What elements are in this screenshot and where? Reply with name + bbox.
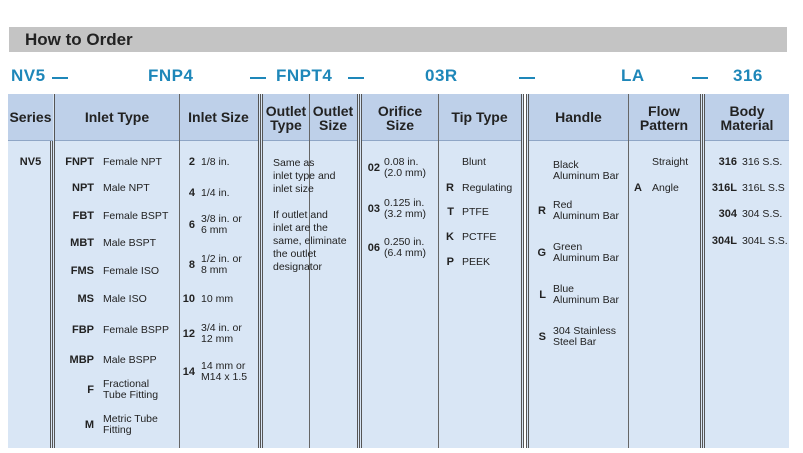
inlet-type-desc [103, 414, 158, 436]
header-orifice-size [362, 104, 438, 132]
desc-line: Aluminum Bar [553, 170, 619, 182]
header-line: Size [385, 117, 414, 133]
inlet-type-code: FNPT [65, 156, 94, 168]
inlet-size-code: 8 [188, 259, 195, 271]
tip-code: R [446, 182, 454, 194]
inlet-size-desc [201, 361, 247, 383]
inlet-type-desc: Male BSPT [103, 237, 157, 249]
body-desc: 304L S.S. [742, 235, 788, 247]
desc-line: 6 mm [201, 224, 228, 236]
note-line: the outlet [273, 248, 317, 260]
orifice-tip-group [359, 94, 524, 448]
body-code: 304L [711, 235, 737, 247]
desc-line: 0.125 in. [384, 197, 425, 209]
inlet-size-desc: 1/8 in. [201, 156, 230, 168]
tip-code: K [446, 231, 454, 243]
inlet-type-desc: Male BSPP [103, 354, 157, 366]
header-line: Type [270, 117, 302, 133]
inlet-type-desc: Male ISO [103, 293, 147, 305]
orifice-desc [384, 237, 426, 259]
desc-line: Aluminum Bar [553, 252, 619, 264]
header-series: Series [9, 109, 52, 125]
desc-line: 14 mm or [201, 360, 246, 372]
desc-line: Metric Tube [103, 413, 158, 425]
flow-desc: Straight [652, 156, 689, 168]
header-line: Pattern [639, 117, 689, 133]
header-line: Outlet [312, 103, 354, 119]
note-line: If outlet and [273, 209, 328, 221]
body-group [702, 94, 789, 448]
desc-line: Black [553, 159, 579, 171]
flow-desc: Angle [652, 182, 679, 194]
column-divider [628, 94, 629, 448]
desc-line: (2.0 mm) [384, 167, 426, 179]
tip-desc: PEEK [462, 256, 491, 268]
desc-line: 3/8 in. or [201, 213, 242, 225]
header-handle: Handle [555, 109, 602, 125]
order-code-inlet: FNP4 [148, 66, 194, 85]
order-code-outlet: FNPT4 [276, 66, 333, 85]
inlet-type-code: F [87, 384, 94, 396]
desc-line: Green [553, 241, 583, 253]
inlet-size-code: 6 [188, 219, 195, 231]
orifice-code: 03 [367, 203, 380, 215]
handle-code: S [538, 331, 546, 343]
note-line: inlet type and [273, 170, 336, 182]
order-code-series: NV5 [11, 66, 46, 85]
note-line: designator [273, 261, 323, 273]
header-inlet-size: Inlet Size [188, 109, 249, 125]
inlet-size-code: 14 [182, 366, 195, 378]
header-body-material [705, 104, 789, 132]
header-line: Size [318, 117, 347, 133]
handle-desc [553, 160, 619, 182]
order-code-orifice: 03R [425, 66, 458, 85]
inlet-size-desc [201, 214, 242, 236]
orifice-desc [384, 198, 426, 220]
code-dash [250, 77, 266, 79]
desc-line: Fitting [103, 424, 132, 436]
order-code-body: 316 [733, 66, 763, 85]
inlet-type-code: FBT [72, 210, 94, 222]
inlet-type-desc: Female BSPT [103, 210, 169, 222]
note-line: inlet are the [273, 222, 328, 234]
flow-code: A [634, 182, 642, 194]
inlet-type-code: FMS [70, 265, 94, 277]
header-line: Body [729, 103, 765, 119]
orifice-code: 02 [367, 162, 380, 174]
inlet-size-desc: 1/4 in. [201, 187, 230, 199]
handle-flow-group [526, 94, 703, 448]
series-value: NV5 [19, 156, 42, 168]
note-line: same, eliminate [273, 235, 347, 247]
tip-desc: PCTFE [462, 231, 497, 243]
inlet-type-code: FBP [72, 324, 94, 336]
desc-line: Blue [553, 283, 575, 295]
desc-line: (6.4 mm) [384, 247, 426, 259]
body-code: 304 [718, 208, 737, 220]
handle-desc [553, 284, 619, 306]
header-line: Material [720, 117, 774, 133]
desc-line: Aluminum Bar [553, 294, 619, 306]
handle-code: L [539, 289, 546, 301]
inlet-size-code: 10 [182, 293, 195, 305]
code-dash [692, 77, 708, 79]
header-inlet-type: Inlet Type [84, 109, 150, 125]
inlet-type-desc [103, 379, 158, 401]
inlet-size-desc: 10 mm [201, 293, 234, 305]
orifice-desc [384, 157, 426, 179]
inlet-size-code: 2 [188, 156, 195, 168]
column-divider [179, 94, 180, 448]
header-line: Orifice [377, 103, 423, 119]
desc-line: (3.2 mm) [384, 208, 426, 220]
desc-line: M14 x 1.5 [201, 371, 248, 383]
code-dash [519, 77, 535, 79]
desc-line: Red [553, 199, 573, 211]
desc-line: 0.250 in. [384, 236, 425, 248]
inlet-type-code: MS [77, 293, 94, 305]
inlet-type-code: MBT [70, 237, 94, 249]
desc-line: Steel Bar [553, 336, 597, 348]
orifice-code: 06 [367, 242, 380, 254]
header-tip-type: Tip Type [451, 109, 508, 125]
inlet-type-code: MBP [69, 354, 94, 366]
order-code-handle: LA [621, 66, 645, 85]
body-code: 316L [711, 182, 737, 194]
inlet-type-desc: Female BSPP [103, 324, 169, 336]
desc-line: 3/4 in. or [201, 322, 242, 334]
handle-code: G [537, 247, 546, 259]
inlet-size-desc [201, 254, 242, 276]
inlet-size-desc [201, 323, 242, 345]
body-desc: 316L S.S [742, 182, 785, 194]
inlet-type-desc: Female ISO [103, 265, 160, 277]
outlet-note [273, 157, 335, 196]
header-outlet-type [263, 104, 309, 132]
desc-line: Aluminum Bar [553, 210, 619, 222]
inlet-size-code: 4 [188, 187, 195, 199]
tip-code: P [446, 256, 454, 268]
desc-line: 304 Stainless [553, 325, 617, 337]
inlet-type-desc: Female NPT [103, 156, 162, 168]
series-group [8, 94, 53, 448]
body-desc: 316 S.S. [742, 156, 783, 168]
desc-line: 12 mm [201, 333, 234, 345]
note-line: Same as [273, 157, 315, 169]
tip-desc: Regulating [462, 182, 513, 194]
inlet-type-desc: Male NPT [103, 182, 150, 194]
handle-desc [553, 200, 619, 222]
page-title: How to Order [25, 30, 133, 49]
desc-line: Tube Fitting [103, 389, 159, 401]
title-bar [9, 27, 787, 52]
tip-desc: PTFE [462, 206, 489, 218]
inlet-size-code: 12 [182, 328, 195, 340]
desc-line: 1/2 in. or [201, 253, 242, 265]
inlet-type-code: M [84, 419, 94, 431]
desc-line: 8 mm [201, 264, 228, 276]
inlet-type-code: NPT [72, 182, 94, 194]
header-outlet-size [309, 104, 357, 132]
note-line: inlet size [273, 183, 314, 195]
body-desc: 304 S.S. [742, 208, 783, 220]
handle-code: R [538, 205, 546, 217]
header-flow-pattern [628, 104, 700, 132]
tip-code: T [447, 206, 454, 218]
header-line: Flow [648, 103, 680, 119]
body-code: 316 [718, 156, 737, 168]
column-divider [438, 94, 439, 448]
desc-line: Fractional [103, 378, 150, 390]
handle-desc [553, 242, 619, 264]
code-dash [52, 77, 68, 79]
desc-line: 0.08 in. [384, 156, 419, 168]
outlet-note [273, 209, 347, 274]
header-line: Outlet [265, 103, 307, 119]
tip-desc: Blunt [462, 156, 486, 168]
handle-desc [553, 326, 616, 348]
code-dash [348, 77, 364, 79]
